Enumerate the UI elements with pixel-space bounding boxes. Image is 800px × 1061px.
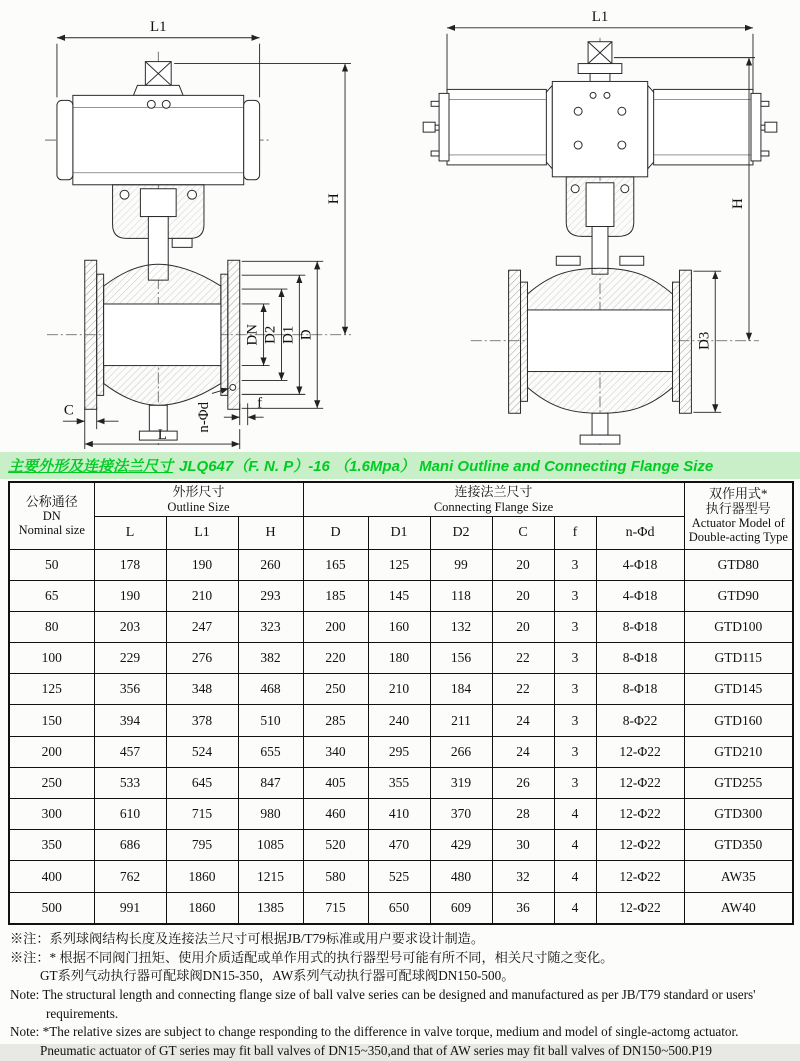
- table-row: [9, 549, 793, 580]
- dimension-cell: 3: [554, 674, 596, 705]
- dimension-table: [8, 481, 794, 925]
- dim-label-l: L: [157, 427, 167, 444]
- dimension-cell: 295: [368, 736, 430, 767]
- header-flange-zh: 连接法兰尺寸: [454, 484, 533, 499]
- col-d: D: [303, 516, 368, 549]
- actuator-model-cell: AW40: [684, 892, 793, 924]
- dimension-cell: 533: [94, 767, 166, 798]
- dimension-cell: 293: [238, 580, 303, 611]
- dimension-cell: 266: [430, 736, 492, 767]
- dimension-cell: 655: [238, 736, 303, 767]
- dimension-cell: 686: [94, 830, 166, 861]
- dimension-cell: 12-Φ22: [596, 861, 684, 892]
- header-dn-code: DN: [42, 509, 61, 524]
- actuator-model-cell: GTD80: [684, 549, 793, 580]
- header-outline-size: [94, 482, 303, 516]
- dn-cell: 200: [9, 736, 94, 767]
- note-en-3: Pneumatic actuator of GT series may fit ball valves of DN15~350,and that of AW series may fit ball valves of DN150~500.P19: [40, 1043, 712, 1059]
- dimension-cell: 180: [368, 643, 430, 674]
- dimension-cell: 355: [368, 767, 430, 798]
- header-flange-en: Connecting Flange Size: [433, 499, 554, 514]
- dimension-cell: 200: [303, 611, 368, 642]
- dn-cell: 50: [9, 549, 94, 580]
- dimension-cell: 524: [166, 736, 238, 767]
- dn-cell: 65: [9, 580, 94, 611]
- dim-label-d2: D2: [262, 325, 279, 344]
- note-zh-1: ※注：系列球阀结构长度及连接法兰尺寸可根据JB/T79标准或用户要求设计制造。: [10, 930, 485, 946]
- dimension-cell: 32: [492, 861, 554, 892]
- dimension-cell: 247: [166, 611, 238, 642]
- dimension-cell: 210: [166, 580, 238, 611]
- dimension-cell: 229: [94, 643, 166, 674]
- actuator-model-cell: GTD210: [684, 736, 793, 767]
- dimension-cell: 1860: [166, 892, 238, 924]
- dimension-cell: 36: [492, 892, 554, 924]
- col-l1: L1: [166, 516, 238, 549]
- dim-label-c: C: [63, 402, 74, 419]
- dimension-cell: 410: [368, 799, 430, 830]
- dim-label-l1: L1: [150, 18, 167, 35]
- dim-label-d3: D3: [696, 331, 713, 350]
- header-row-columns: [9, 516, 793, 549]
- table-row: [9, 705, 793, 736]
- header-dn: [9, 482, 94, 549]
- dimension-cell: 260: [238, 549, 303, 580]
- dimension-cell: 276: [166, 643, 238, 674]
- dimension-cell: 3: [554, 643, 596, 674]
- dimension-cell: 650: [368, 892, 430, 924]
- table-row: [9, 611, 793, 642]
- dimension-cell: 8-Φ22: [596, 705, 684, 736]
- dimension-cell: 323: [238, 611, 303, 642]
- dimension-cell: 132: [430, 611, 492, 642]
- dimension-cell: 715: [166, 799, 238, 830]
- dimension-cell: 3: [554, 767, 596, 798]
- dn-cell: 150: [9, 705, 94, 736]
- note-en-2: Note: *The relative sizes are subject to change responding to the difference in valve torque, medium and model of single-actomg actuator.: [10, 1024, 739, 1040]
- dimension-cell: 715: [303, 892, 368, 924]
- actuator-model-cell: GTD300: [684, 799, 793, 830]
- dimension-cell: 285: [303, 705, 368, 736]
- table-row: [9, 799, 793, 830]
- dimension-cell: 190: [166, 549, 238, 580]
- dimension-cell: 510: [238, 705, 303, 736]
- dimension-cell: 457: [94, 736, 166, 767]
- header-dn-en: Nominal size: [18, 523, 85, 538]
- header-row-groups: [9, 482, 793, 516]
- dn-cell: 80: [9, 611, 94, 642]
- dimension-cell: 480: [430, 861, 492, 892]
- dimension-cell: 580: [303, 861, 368, 892]
- dimension-cell: 210: [368, 674, 430, 705]
- dimension-cell: 795: [166, 830, 238, 861]
- dimension-cell: 1215: [238, 861, 303, 892]
- dimension-cell: 3: [554, 736, 596, 767]
- dimension-cell: 4: [554, 799, 596, 830]
- dimension-cell: 24: [492, 705, 554, 736]
- dimension-cell: 28: [492, 799, 554, 830]
- dimension-cell: 980: [238, 799, 303, 830]
- outline-drawings: [0, 0, 800, 452]
- dimension-cell: 125: [368, 549, 430, 580]
- dimension-cell: 185: [303, 580, 368, 611]
- table-row: [9, 830, 793, 861]
- dimension-cell: 20: [492, 580, 554, 611]
- dn-cell: 100: [9, 643, 94, 674]
- dimension-cell: 20: [492, 549, 554, 580]
- dimension-cell: 991: [94, 892, 166, 924]
- dimension-cell: 340: [303, 736, 368, 767]
- dim-label-h: H: [730, 198, 747, 210]
- dimension-cell: 240: [368, 705, 430, 736]
- dn-cell: 400: [9, 861, 94, 892]
- dimension-cell: 30: [492, 830, 554, 861]
- table-row: [9, 674, 793, 705]
- dimension-cell: 220: [303, 643, 368, 674]
- dimension-cell: 382: [238, 643, 303, 674]
- dimension-cell: 118: [430, 580, 492, 611]
- actuator-model-cell: GTD350: [684, 830, 793, 861]
- col-h: H: [238, 516, 303, 549]
- dimension-cell: 184: [430, 674, 492, 705]
- header-actuator-zh1: 双作用式*: [709, 486, 768, 502]
- header-flange-size: [303, 482, 684, 516]
- header-actuator-en2: Double-acting Type: [688, 530, 788, 545]
- dimension-cell: 348: [166, 674, 238, 705]
- dimension-cell: 211: [430, 705, 492, 736]
- dimension-cell: 22: [492, 643, 554, 674]
- dimension-cell: 156: [430, 643, 492, 674]
- dimension-cell: 429: [430, 830, 492, 861]
- dimension-cell: 468: [238, 674, 303, 705]
- dimension-cell: 160: [368, 611, 430, 642]
- dimension-cell: 370: [430, 799, 492, 830]
- dimension-cell: 190: [94, 580, 166, 611]
- dimension-cell: 1860: [166, 861, 238, 892]
- dimension-cell: 8-Φ18: [596, 643, 684, 674]
- dimension-cell: 203: [94, 611, 166, 642]
- dimension-cell: 394: [94, 705, 166, 736]
- dn-cell: 250: [9, 767, 94, 798]
- gt-valve-drawing: [0, 0, 400, 452]
- dimension-cell: 3: [554, 705, 596, 736]
- dimension-cell: 1385: [238, 892, 303, 924]
- header-actuator-en1: Actuator Model of: [691, 516, 785, 531]
- dimension-cell: 470: [368, 830, 430, 861]
- dimension-cell: 12-Φ22: [596, 892, 684, 924]
- section-title-rest: JLQ647（F. N. P）-16 （1.6Mpa） Mani Outline and Connecting Flange Size: [179, 458, 714, 475]
- dimension-cell: 12-Φ22: [596, 767, 684, 798]
- dimension-cell: 645: [166, 767, 238, 798]
- dn-cell: 350: [9, 830, 94, 861]
- dimension-cell: 460: [303, 799, 368, 830]
- note-zh-2: ※注：* 根据不同阀门扭矩、使用介质适配或单作用式的执行器型号可能有所不同，相关尺寸随之变化。: [10, 949, 614, 965]
- table-row: [9, 643, 793, 674]
- dimension-cell: 8-Φ18: [596, 611, 684, 642]
- dimension-cell: 26: [492, 767, 554, 798]
- actuator-model-cell: GTD90: [684, 580, 793, 611]
- dimension-cell: 847: [238, 767, 303, 798]
- col-f: f: [554, 516, 596, 549]
- actuator-model-cell: GTD145: [684, 674, 793, 705]
- dimension-cell: 99: [430, 549, 492, 580]
- col-d1: D1: [368, 516, 430, 549]
- dimension-cell: 4: [554, 861, 596, 892]
- col-l: L: [94, 516, 166, 549]
- dim-label-d1: D1: [280, 325, 297, 344]
- dimension-cell: 3: [554, 580, 596, 611]
- dimension-cell: 405: [303, 767, 368, 798]
- actuator-model-cell: GTD255: [684, 767, 793, 798]
- dimension-cell: 178: [94, 549, 166, 580]
- section-title-zh: 主要外形及连接法兰尺寸: [8, 458, 174, 475]
- dimension-cell: 4: [554, 892, 596, 924]
- dimension-cell: 4-Φ18: [596, 580, 684, 611]
- dimension-cell: 1085: [238, 830, 303, 861]
- dim-label-h: H: [326, 193, 343, 205]
- dimension-cell: 610: [94, 799, 166, 830]
- header-actuator: [684, 482, 793, 549]
- col-d2: D2: [430, 516, 492, 549]
- actuator-model-cell: AW35: [684, 861, 793, 892]
- table-row: [9, 580, 793, 611]
- col-c: C: [492, 516, 554, 549]
- note-zh-3: GT系列气动执行器可配球阀DN15-350，AW系列气动执行器可配球阀DN150-500。: [40, 968, 515, 984]
- dimension-cell: 609: [430, 892, 492, 924]
- header-dn-zh: 公称通径: [25, 493, 78, 509]
- dim-label-n-phi-d: n-Φd: [195, 401, 212, 433]
- actuator-model-cell: GTD100: [684, 611, 793, 642]
- header-outline-zh: 外形尺寸: [172, 484, 225, 499]
- aw-valve-drawing: [400, 0, 800, 452]
- section-title: [0, 452, 800, 479]
- dn-cell: 300: [9, 799, 94, 830]
- notes-section: [0, 925, 800, 1061]
- header-outline-en: Outline Size: [167, 499, 230, 514]
- actuator-model-cell: GTD115: [684, 643, 793, 674]
- dimension-cell: 12-Φ22: [596, 799, 684, 830]
- dimension-cell: 520: [303, 830, 368, 861]
- table-row: [9, 767, 793, 798]
- col-n-phi-d: n-Φd: [596, 516, 684, 549]
- dimension-cell: 12-Φ22: [596, 736, 684, 767]
- dimension-cell: 356: [94, 674, 166, 705]
- dimension-cell: 250: [303, 674, 368, 705]
- dimension-cell: 4: [554, 830, 596, 861]
- dim-label-l1: L1: [591, 8, 609, 25]
- dimension-cell: 762: [94, 861, 166, 892]
- dimension-cell: 165: [303, 549, 368, 580]
- dimension-cell: 378: [166, 705, 238, 736]
- dimension-cell: 4-Φ18: [596, 549, 684, 580]
- dimension-cell: 145: [368, 580, 430, 611]
- dimension-cell: 8-Φ18: [596, 674, 684, 705]
- dn-cell: 125: [9, 674, 94, 705]
- dimension-cell: 3: [554, 549, 596, 580]
- dim-label-dn: DN: [244, 324, 261, 346]
- table-body: [9, 549, 793, 924]
- dim-label-d: D: [298, 329, 315, 341]
- table-row: [9, 736, 793, 767]
- dimension-cell: 24: [492, 736, 554, 767]
- dim-label-f: f: [257, 395, 263, 412]
- actuator-model-cell: GTD160: [684, 705, 793, 736]
- dimension-cell: 12-Φ22: [596, 830, 684, 861]
- table-row: [9, 861, 793, 892]
- dn-cell: 500: [9, 892, 94, 924]
- table-row: [9, 892, 793, 924]
- dimension-cell: 3: [554, 611, 596, 642]
- header-actuator-zh2: 执行器型号: [705, 500, 771, 516]
- dimension-cell: 319: [430, 767, 492, 798]
- note-en-1: Note: The structural length and connecting flange size of ball valve series can be designed and manufactured as per JB/T79 standard or users' requirements.: [10, 987, 756, 1021]
- dimension-cell: 20: [492, 611, 554, 642]
- dimension-cell: 525: [368, 861, 430, 892]
- dimension-cell: 22: [492, 674, 554, 705]
